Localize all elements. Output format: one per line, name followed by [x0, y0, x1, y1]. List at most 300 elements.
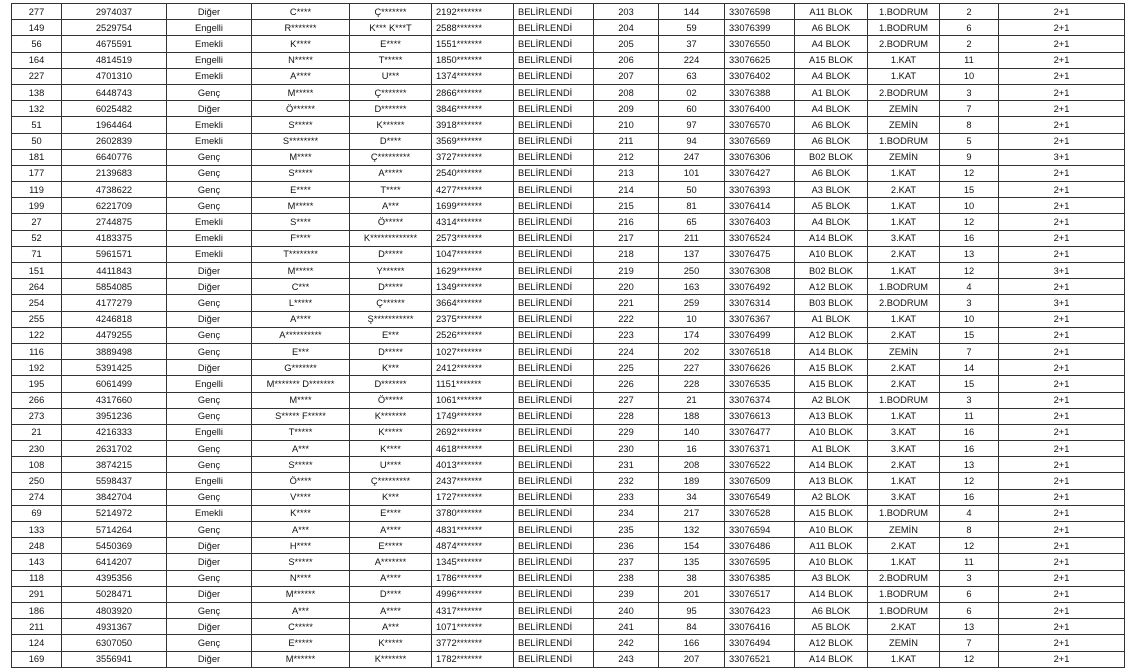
row-number-cell: 250	[12, 473, 62, 489]
table-row	[12, 586, 1125, 602]
first-name-cell: S*****	[252, 554, 350, 570]
block-cell: A3 BLOK	[795, 570, 868, 586]
application-number-cell: 4395356	[62, 570, 167, 586]
floor-cell: 1.KAT	[868, 311, 940, 327]
door-number-cell: 8	[940, 117, 999, 133]
id-number-cell: 2588*******	[432, 20, 514, 36]
last-name-cell: D*******	[350, 101, 432, 117]
status-cell: BELİRLENDİ	[514, 457, 594, 473]
status-cell: BELİRLENDİ	[514, 424, 594, 440]
status-cell: BELİRLENDİ	[514, 68, 594, 84]
unit-code-cell: 33076306	[725, 149, 795, 165]
unit-code-cell: 33076626	[725, 360, 795, 376]
application-number-cell: 5391425	[62, 360, 167, 376]
application-number-cell: 4177279	[62, 295, 167, 311]
category-cell: Diğer	[167, 4, 252, 20]
category-cell: Genç	[167, 295, 252, 311]
room-type-cell: 2+1	[999, 327, 1125, 343]
last-name-cell: Ç*******	[350, 4, 432, 20]
last-name-cell: K***	[350, 489, 432, 505]
unit-number-cell: 02	[659, 84, 725, 100]
floor-cell: 1.BODRUM	[868, 392, 940, 408]
status-cell: BELİRLENDİ	[514, 602, 594, 618]
unit-code-cell: 33076416	[725, 619, 795, 635]
status-cell: BELİRLENDİ	[514, 586, 594, 602]
draw-number-cell: 216	[594, 214, 659, 230]
door-number-cell: 13	[940, 457, 999, 473]
draw-number-cell: 243	[594, 651, 659, 667]
draw-number-cell: 210	[594, 117, 659, 133]
door-number-cell: 10	[940, 198, 999, 214]
room-type-cell: 2+1	[999, 246, 1125, 262]
row-number-cell: 56	[12, 36, 62, 52]
door-number-cell: 8	[940, 522, 999, 538]
draw-number-cell: 207	[594, 68, 659, 84]
unit-code-cell: 33076494	[725, 635, 795, 651]
last-name-cell: K*************	[350, 230, 432, 246]
row-number-cell: 264	[12, 279, 62, 295]
category-cell: Emekli	[167, 246, 252, 262]
unit-code-cell: 33076570	[725, 117, 795, 133]
unit-code-cell: 33076625	[725, 52, 795, 68]
row-number-cell: 71	[12, 246, 62, 262]
first-name-cell: S****	[252, 214, 350, 230]
category-cell: Genç	[167, 327, 252, 343]
category-cell: Genç	[167, 165, 252, 181]
unit-code-cell: 33076423	[725, 602, 795, 618]
door-number-cell: 11	[940, 554, 999, 570]
room-type-cell: 2+1	[999, 117, 1125, 133]
first-name-cell: C***	[252, 279, 350, 295]
floor-cell: 1.BODRUM	[868, 133, 940, 149]
last-name-cell: D*****	[350, 246, 432, 262]
last-name-cell: K*****	[350, 424, 432, 440]
block-cell: A6 BLOK	[795, 133, 868, 149]
unit-code-cell: 33076594	[725, 522, 795, 538]
row-number-cell: 255	[12, 311, 62, 327]
unit-code-cell: 33076613	[725, 408, 795, 424]
first-name-cell: S*****	[252, 117, 350, 133]
table-row	[12, 424, 1125, 440]
table-row	[12, 538, 1125, 554]
table-row	[12, 84, 1125, 100]
draw-number-cell: 205	[594, 36, 659, 52]
status-cell: BELİRLENDİ	[514, 165, 594, 181]
draw-number-cell: 218	[594, 246, 659, 262]
door-number-cell: 15	[940, 376, 999, 392]
application-number-cell: 4675591	[62, 36, 167, 52]
application-number-cell: 3556941	[62, 651, 167, 667]
floor-cell: 1.KAT	[868, 554, 940, 570]
category-cell: Genç	[167, 84, 252, 100]
status-cell: BELİRLENDİ	[514, 408, 594, 424]
block-cell: A1 BLOK	[795, 84, 868, 100]
id-number-cell: 2192*******	[432, 4, 514, 20]
status-cell: BELİRLENDİ	[514, 635, 594, 651]
draw-number-cell: 240	[594, 602, 659, 618]
unit-number-cell: 81	[659, 198, 725, 214]
table-row	[12, 165, 1125, 181]
draw-number-cell: 219	[594, 263, 659, 279]
room-type-cell: 2+1	[999, 279, 1125, 295]
last-name-cell: Ç*********	[350, 473, 432, 489]
row-number-cell: 138	[12, 84, 62, 100]
unit-number-cell: 137	[659, 246, 725, 262]
block-cell: A2 BLOK	[795, 392, 868, 408]
row-number-cell: 151	[12, 263, 62, 279]
block-cell: A12 BLOK	[795, 279, 868, 295]
block-cell: A11 BLOK	[795, 538, 868, 554]
floor-cell: 1.BODRUM	[868, 20, 940, 36]
room-type-cell: 3+1	[999, 149, 1125, 165]
draw-number-cell: 222	[594, 311, 659, 327]
category-cell: Genç	[167, 635, 252, 651]
unit-code-cell: 33076402	[725, 68, 795, 84]
table-row	[12, 554, 1125, 570]
door-number-cell: 16	[940, 230, 999, 246]
draw-number-cell: 208	[594, 84, 659, 100]
floor-cell: 1.BODRUM	[868, 602, 940, 618]
room-type-cell: 2+1	[999, 36, 1125, 52]
last-name-cell: K******	[350, 117, 432, 133]
block-cell: A13 BLOK	[795, 408, 868, 424]
id-number-cell: 1349*******	[432, 279, 514, 295]
application-number-cell: 3842704	[62, 489, 167, 505]
last-name-cell: D*****	[350, 279, 432, 295]
category-cell: Engelli	[167, 376, 252, 392]
table-container	[11, 3, 1070, 668]
floor-cell: 3.KAT	[868, 489, 940, 505]
table-row	[12, 392, 1125, 408]
floor-cell: 1.KAT	[868, 651, 940, 667]
room-type-cell: 2+1	[999, 651, 1125, 667]
door-number-cell: 11	[940, 408, 999, 424]
application-number-cell: 4803920	[62, 602, 167, 618]
door-number-cell: 12	[940, 538, 999, 554]
floor-cell: 1.BODRUM	[868, 4, 940, 20]
id-number-cell: 2692*******	[432, 424, 514, 440]
first-name-cell: F****	[252, 230, 350, 246]
unit-number-cell: 154	[659, 538, 725, 554]
door-number-cell: 4	[940, 279, 999, 295]
id-number-cell: 4831*******	[432, 522, 514, 538]
id-number-cell: 2866*******	[432, 84, 514, 100]
application-number-cell: 6414207	[62, 554, 167, 570]
draw-number-cell: 225	[594, 360, 659, 376]
unit-number-cell: 60	[659, 101, 725, 117]
door-number-cell: 6	[940, 20, 999, 36]
row-number-cell: 124	[12, 635, 62, 651]
door-number-cell: 14	[940, 360, 999, 376]
block-cell: A14 BLOK	[795, 651, 868, 667]
room-type-cell: 2+1	[999, 522, 1125, 538]
table-row	[12, 230, 1125, 246]
status-cell: BELİRLENDİ	[514, 489, 594, 505]
draw-number-cell: 226	[594, 376, 659, 392]
first-name-cell: S********	[252, 133, 350, 149]
floor-cell: 1.KAT	[868, 52, 940, 68]
id-number-cell: 4996*******	[432, 586, 514, 602]
last-name-cell: A****	[350, 522, 432, 538]
block-cell: A5 BLOK	[795, 619, 868, 635]
first-name-cell: K****	[252, 36, 350, 52]
block-cell: A15 BLOK	[795, 52, 868, 68]
unit-code-cell: 33076399	[725, 20, 795, 36]
unit-code-cell: 33076385	[725, 570, 795, 586]
category-cell: Engelli	[167, 20, 252, 36]
floor-cell: 1.BODRUM	[868, 505, 940, 521]
table-row	[12, 360, 1125, 376]
category-cell: Diğer	[167, 538, 252, 554]
door-number-cell: 12	[940, 473, 999, 489]
status-cell: BELİRLENDİ	[514, 360, 594, 376]
last-name-cell: K***	[350, 360, 432, 376]
draw-number-cell: 203	[594, 4, 659, 20]
status-cell: BELİRLENDİ	[514, 149, 594, 165]
row-number-cell: 199	[12, 198, 62, 214]
status-cell: BELİRLENDİ	[514, 619, 594, 635]
room-type-cell: 2+1	[999, 424, 1125, 440]
draw-number-cell: 223	[594, 327, 659, 343]
table-row	[12, 182, 1125, 198]
id-number-cell: 4874*******	[432, 538, 514, 554]
draw-number-cell: 215	[594, 198, 659, 214]
application-number-cell: 4479255	[62, 327, 167, 343]
unit-number-cell: 217	[659, 505, 725, 521]
category-cell: Emekli	[167, 68, 252, 84]
category-cell: Genç	[167, 343, 252, 359]
first-name-cell: A**********	[252, 327, 350, 343]
door-number-cell: 15	[940, 182, 999, 198]
status-cell: BELİRLENDİ	[514, 327, 594, 343]
category-cell: Genç	[167, 489, 252, 505]
block-cell: A12 BLOK	[795, 327, 868, 343]
id-number-cell: 2375*******	[432, 311, 514, 327]
door-number-cell: 16	[940, 441, 999, 457]
first-name-cell: Ö******	[252, 101, 350, 117]
unit-code-cell: 33076524	[725, 230, 795, 246]
draw-number-cell: 206	[594, 52, 659, 68]
first-name-cell: Ö****	[252, 473, 350, 489]
unit-code-cell: 33076499	[725, 327, 795, 343]
table-row	[12, 343, 1125, 359]
first-name-cell: M******	[252, 586, 350, 602]
id-number-cell: 1727*******	[432, 489, 514, 505]
door-number-cell: 12	[940, 165, 999, 181]
application-number-cell: 2974037	[62, 4, 167, 20]
row-number-cell: 27	[12, 214, 62, 230]
room-type-cell: 2+1	[999, 165, 1125, 181]
application-number-cell: 4183375	[62, 230, 167, 246]
block-cell: A4 BLOK	[795, 101, 868, 117]
application-number-cell: 2602839	[62, 133, 167, 149]
block-cell: A12 BLOK	[795, 635, 868, 651]
table-row	[12, 457, 1125, 473]
id-number-cell: 2412*******	[432, 360, 514, 376]
room-type-cell: 2+1	[999, 101, 1125, 117]
row-number-cell: 254	[12, 295, 62, 311]
application-number-cell: 6221709	[62, 198, 167, 214]
room-type-cell: 2+1	[999, 182, 1125, 198]
floor-cell: ZEMİN	[868, 117, 940, 133]
id-number-cell: 1071*******	[432, 619, 514, 635]
last-name-cell: E****	[350, 505, 432, 521]
application-number-cell: 5714264	[62, 522, 167, 538]
unit-code-cell: 33076374	[725, 392, 795, 408]
table-row	[12, 198, 1125, 214]
status-cell: BELİRLENDİ	[514, 101, 594, 117]
table-row	[12, 408, 1125, 424]
application-number-cell: 3889498	[62, 343, 167, 359]
room-type-cell: 2+1	[999, 376, 1125, 392]
block-cell: A1 BLOK	[795, 441, 868, 457]
first-name-cell: M****	[252, 149, 350, 165]
id-number-cell: 3664*******	[432, 295, 514, 311]
first-name-cell: M*****	[252, 198, 350, 214]
table-row	[12, 246, 1125, 262]
floor-cell: 2.BODRUM	[868, 295, 940, 311]
status-cell: BELİRLENDİ	[514, 651, 594, 667]
row-number-cell: 21	[12, 424, 62, 440]
draw-number-cell: 235	[594, 522, 659, 538]
first-name-cell: L*****	[252, 295, 350, 311]
category-cell: Diğer	[167, 586, 252, 602]
table-row	[12, 117, 1125, 133]
draw-number-cell: 217	[594, 230, 659, 246]
application-number-cell: 2631702	[62, 441, 167, 457]
floor-cell: 2.KAT	[868, 376, 940, 392]
status-cell: BELİRLENDİ	[514, 279, 594, 295]
last-name-cell: K****	[350, 441, 432, 457]
first-name-cell: A****	[252, 68, 350, 84]
last-name-cell: U****	[350, 457, 432, 473]
application-number-cell: 5854085	[62, 279, 167, 295]
block-cell: A10 BLOK	[795, 554, 868, 570]
room-type-cell: 2+1	[999, 489, 1125, 505]
first-name-cell: A***	[252, 441, 350, 457]
id-number-cell: 1850*******	[432, 52, 514, 68]
status-cell: BELİRLENDİ	[514, 198, 594, 214]
category-cell: Genç	[167, 522, 252, 538]
door-number-cell: 3	[940, 84, 999, 100]
status-cell: BELİRLENDİ	[514, 246, 594, 262]
table-row	[12, 4, 1125, 20]
door-number-cell: 3	[940, 570, 999, 586]
status-cell: BELİRLENDİ	[514, 376, 594, 392]
row-number-cell: 186	[12, 602, 62, 618]
unit-code-cell: 33076509	[725, 473, 795, 489]
category-cell: Diğer	[167, 554, 252, 570]
unit-number-cell: 135	[659, 554, 725, 570]
unit-code-cell: 33076549	[725, 489, 795, 505]
last-name-cell: Y******	[350, 263, 432, 279]
last-name-cell: E***	[350, 327, 432, 343]
id-number-cell: 3569*******	[432, 133, 514, 149]
block-cell: B02 BLOK	[795, 263, 868, 279]
last-name-cell: E*****	[350, 538, 432, 554]
floor-cell: 1.BODRUM	[868, 279, 940, 295]
floor-cell: 2.KAT	[868, 246, 940, 262]
first-name-cell: C****	[252, 4, 350, 20]
application-number-cell: 4814519	[62, 52, 167, 68]
category-cell: Engelli	[167, 424, 252, 440]
row-number-cell: 164	[12, 52, 62, 68]
door-number-cell: 12	[940, 214, 999, 230]
status-cell: BELİRLENDİ	[514, 505, 594, 521]
category-cell: Emekli	[167, 36, 252, 52]
application-number-cell: 5214972	[62, 505, 167, 521]
table-row	[12, 570, 1125, 586]
unit-code-cell: 33076521	[725, 651, 795, 667]
category-cell: Emekli	[167, 214, 252, 230]
room-type-cell: 2+1	[999, 538, 1125, 554]
block-cell: A4 BLOK	[795, 36, 868, 52]
floor-cell: ZEMİN	[868, 635, 940, 651]
floor-cell: 3.KAT	[868, 424, 940, 440]
last-name-cell: A*****	[350, 165, 432, 181]
id-number-cell: 4314*******	[432, 214, 514, 230]
id-number-cell: 3918*******	[432, 117, 514, 133]
table-row	[12, 602, 1125, 618]
last-name-cell: A***	[350, 619, 432, 635]
table-row	[12, 52, 1125, 68]
last-name-cell: T*****	[350, 52, 432, 68]
unit-code-cell: 33076393	[725, 182, 795, 198]
id-number-cell: 1782*******	[432, 651, 514, 667]
floor-cell: 1.KAT	[868, 68, 940, 84]
category-cell: Genç	[167, 441, 252, 457]
status-cell: BELİRLENDİ	[514, 36, 594, 52]
id-number-cell: 2526*******	[432, 327, 514, 343]
unit-code-cell: 33076522	[725, 457, 795, 473]
unit-number-cell: 247	[659, 149, 725, 165]
unit-number-cell: 65	[659, 214, 725, 230]
table-row	[12, 101, 1125, 117]
door-number-cell: 6	[940, 586, 999, 602]
id-number-cell: 4317*******	[432, 602, 514, 618]
row-number-cell: 69	[12, 505, 62, 521]
floor-cell: 2.KAT	[868, 360, 940, 376]
floor-cell: 1.BODRUM	[868, 586, 940, 602]
application-number-cell: 3874215	[62, 457, 167, 473]
room-type-cell: 2+1	[999, 392, 1125, 408]
room-type-cell: 2+1	[999, 84, 1125, 100]
category-cell: Engelli	[167, 52, 252, 68]
last-name-cell: A****	[350, 602, 432, 618]
first-name-cell: S*****	[252, 457, 350, 473]
room-type-cell: 2+1	[999, 20, 1125, 36]
block-cell: A4 BLOK	[795, 214, 868, 230]
unit-code-cell: 33076475	[725, 246, 795, 262]
unit-number-cell: 132	[659, 522, 725, 538]
block-cell: A14 BLOK	[795, 230, 868, 246]
unit-number-cell: 34	[659, 489, 725, 505]
table-row	[12, 376, 1125, 392]
unit-number-cell: 50	[659, 182, 725, 198]
status-cell: BELİRLENDİ	[514, 84, 594, 100]
category-cell: Diğer	[167, 311, 252, 327]
door-number-cell: 16	[940, 489, 999, 505]
row-number-cell: 291	[12, 586, 62, 602]
row-number-cell: 248	[12, 538, 62, 554]
draw-number-cell: 213	[594, 165, 659, 181]
category-cell: Diğer	[167, 263, 252, 279]
door-number-cell: 13	[940, 246, 999, 262]
door-number-cell: 16	[940, 424, 999, 440]
unit-number-cell: 59	[659, 20, 725, 36]
row-number-cell: 169	[12, 651, 62, 667]
draw-number-cell: 241	[594, 619, 659, 635]
